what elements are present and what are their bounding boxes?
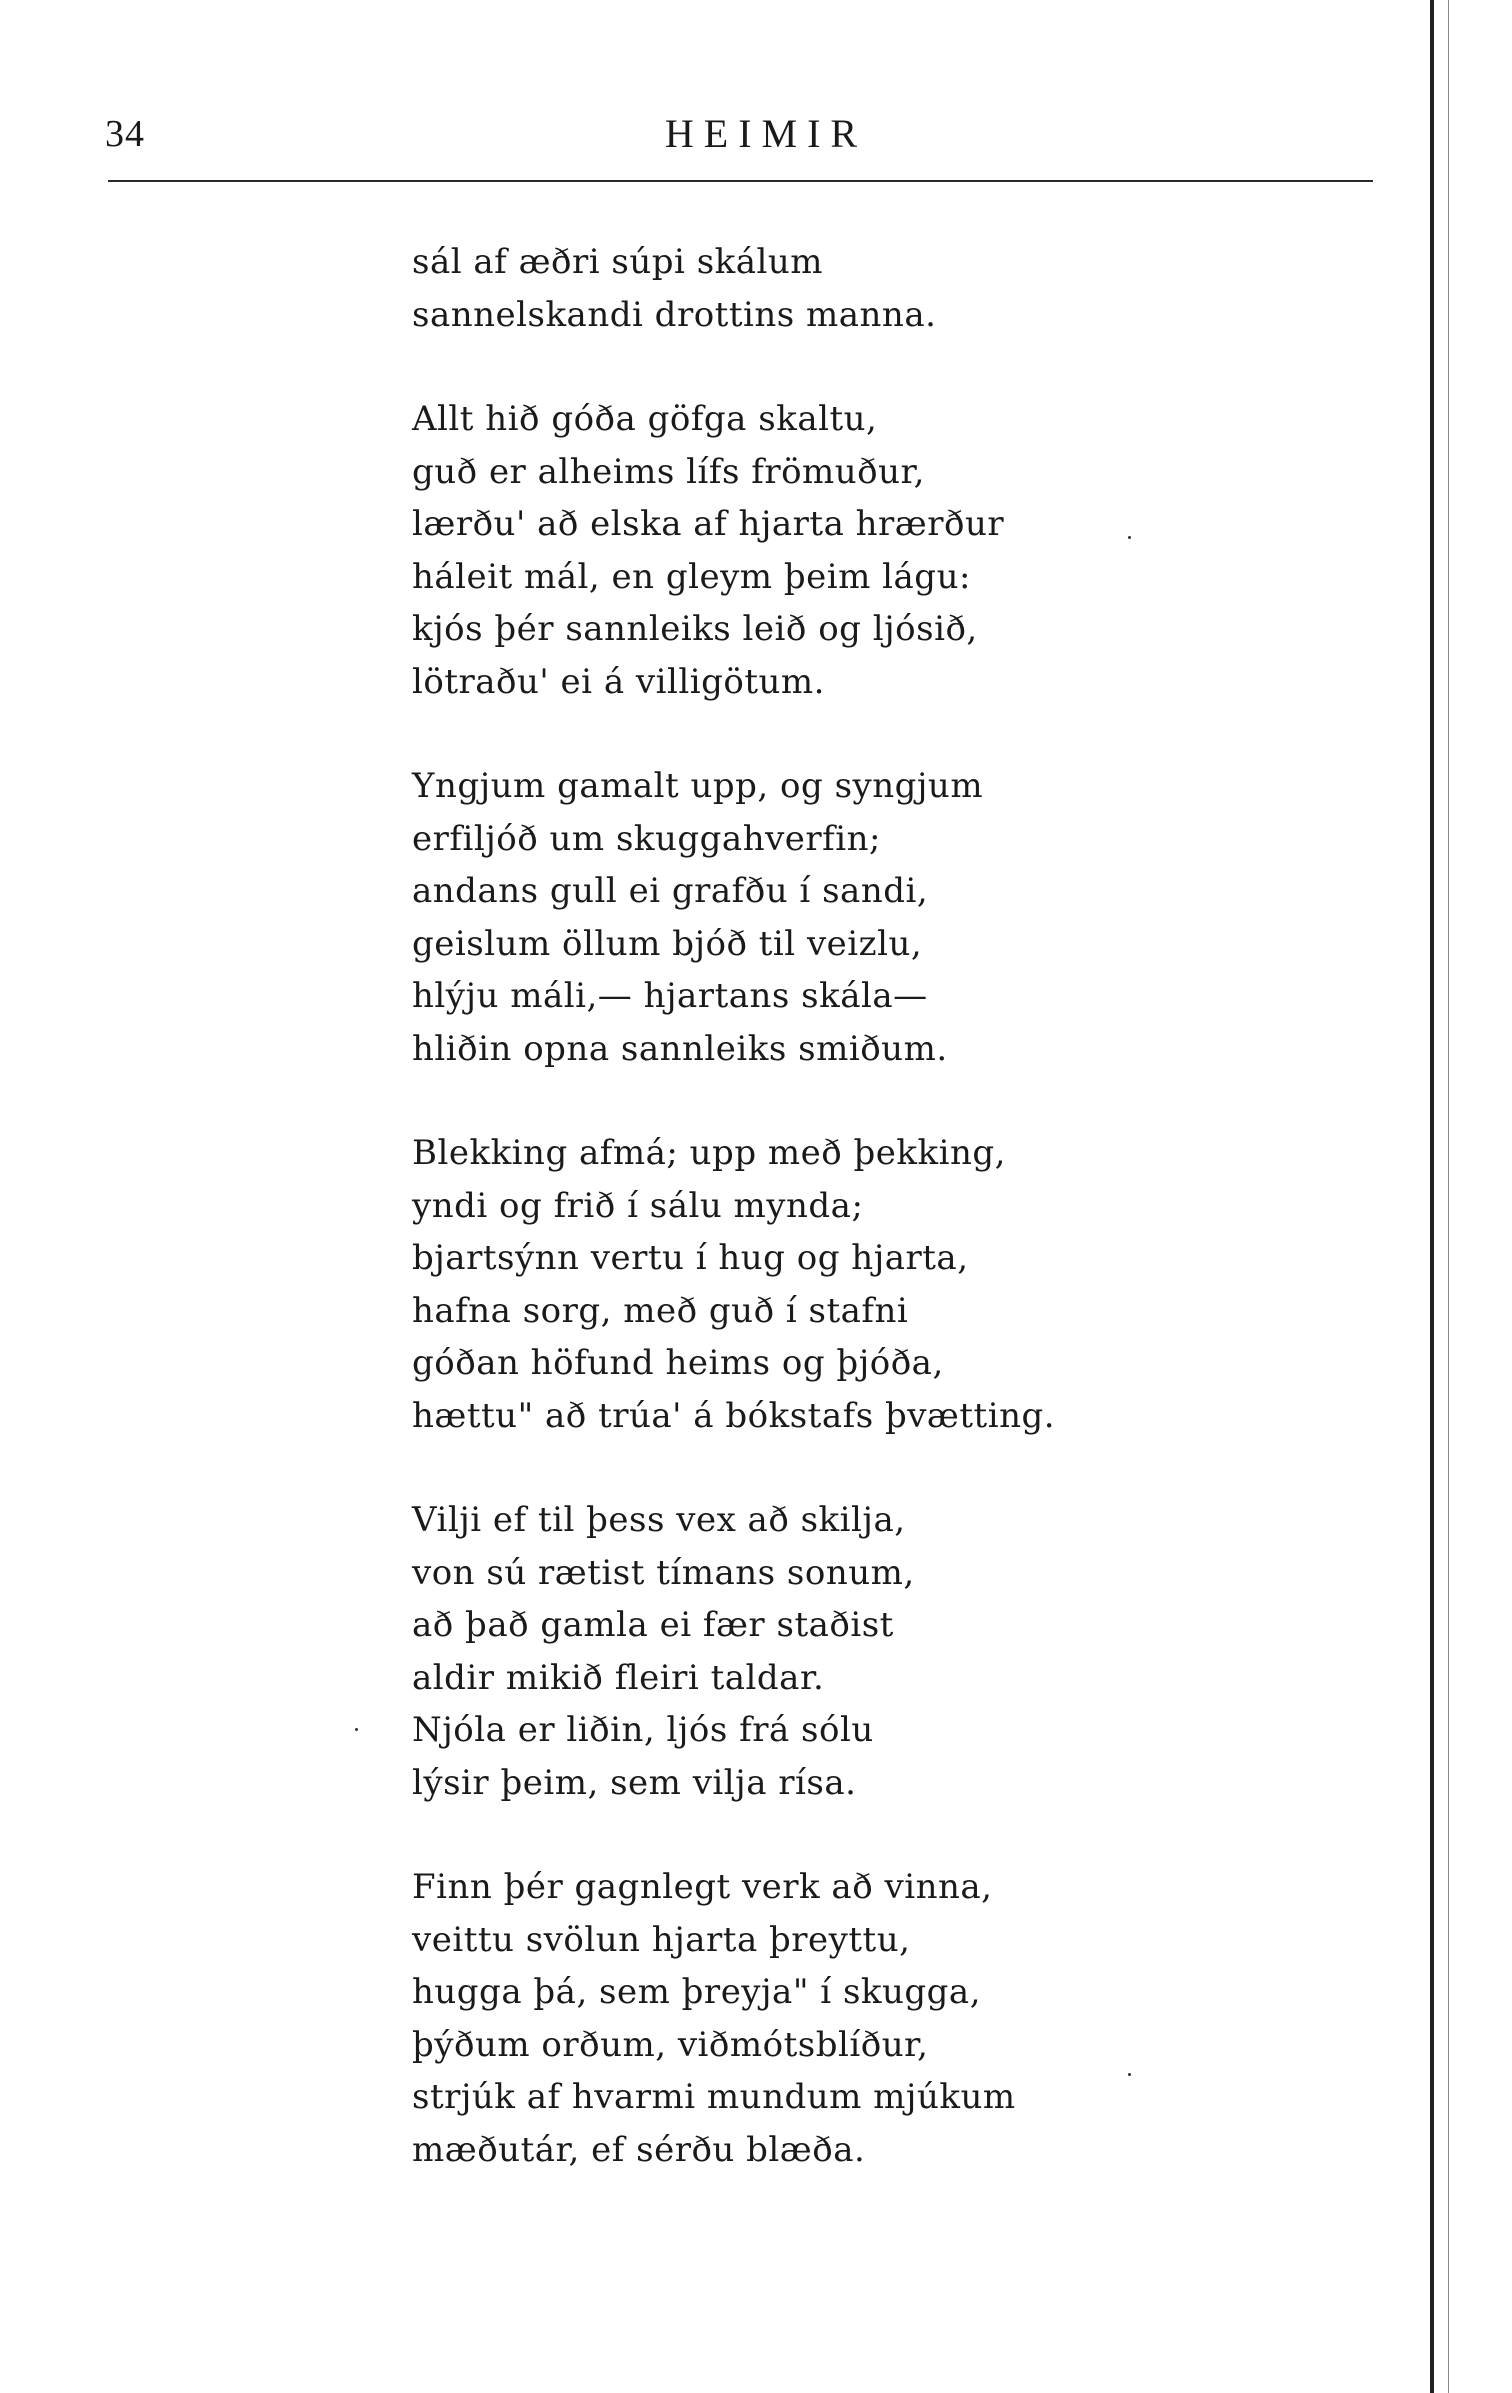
verse-line: lötraðu' ei á villigötum. xyxy=(412,661,825,702)
verse-line: góðan höfund heims og þjóða, xyxy=(412,1343,944,1383)
verse-line: sannelskandi drottins manna. xyxy=(412,294,937,335)
verse-line: kjós þér sannleiks leið og ljósið, xyxy=(412,609,978,649)
stanza xyxy=(412,1127,1312,1442)
stanza xyxy=(412,236,1312,341)
verse-line: mæðutár, ef sérðu blæða. xyxy=(412,2129,866,2170)
stanza xyxy=(412,1494,1312,1809)
scan-speck xyxy=(355,1728,358,1731)
page-number: 34 xyxy=(105,113,145,155)
verse-line: Blekking afmá; upp með þekking, xyxy=(412,1133,1006,1173)
stanza xyxy=(412,393,1312,708)
stanza xyxy=(412,760,1312,1075)
verse-line: geislum öllum bjóð til veizlu, xyxy=(412,923,923,964)
verse-line: strjúk af hvarmi mundum mjúkum xyxy=(412,2077,1016,2117)
scan-speck xyxy=(1128,536,1131,539)
poem-body xyxy=(412,236,1312,2228)
verse-line: háleit mál, en gleym þeim lágu: xyxy=(412,556,971,597)
header-rule xyxy=(108,180,1373,182)
verse-line: sál af æðri súpi skálum xyxy=(412,242,824,282)
verse-line: lærðu' að elska af hjarta hrærður xyxy=(412,504,1005,544)
verse-line: Njóla er liðin, ljós frá sólu xyxy=(412,1710,874,1750)
verse-line: erfiljóð um skuggahverfin; xyxy=(412,818,881,859)
verse-line: Yngjum gamalt upp, og syngjum xyxy=(412,766,984,806)
verse-line: Allt hið góða göfga skaltu, xyxy=(412,399,878,439)
verse-line: lýsir þeim, sem vilja rísa. xyxy=(412,1762,857,1803)
verse-line: Vilji ef til þess vex að skilja, xyxy=(412,1500,906,1540)
verse-line: að það gamla ei fær staðist xyxy=(412,1605,894,1645)
verse-line: hugga þá, sem þreyja" í skugga, xyxy=(412,1972,982,2012)
verse-line: andans gull ei grafðu í sandi, xyxy=(412,871,929,911)
verse-line: guð er alheims lífs frömuður, xyxy=(412,451,925,492)
verse-line: hlýju máli,— hjartans skála— xyxy=(412,976,928,1016)
scan-speck xyxy=(1128,2073,1131,2076)
verse-line: þýðum orðum, viðmótsblíður, xyxy=(412,2024,929,2065)
stanza xyxy=(412,1861,1312,2176)
verse-line: hættu" að trúa' á bókstafs þvætting. xyxy=(412,1395,1056,1436)
verse-line: yndi og frið í sálu mynda; xyxy=(412,1185,864,1226)
verse-line: aldir mikið fleiri taldar. xyxy=(412,1657,825,1698)
verse-line: hliðin opna sannleiks smiðum. xyxy=(412,1028,948,1069)
running-head: HEIMIR xyxy=(664,111,868,156)
page-edge-border-thin xyxy=(1448,0,1449,2393)
verse-line: veittu svölun hjarta þreyttu, xyxy=(412,1919,911,1960)
verse-line: Finn þér gagnlegt verk að vinna, xyxy=(412,1867,993,1907)
page-edge-border xyxy=(1430,0,1434,2393)
verse-line: bjartsýnn vertu í hug og hjarta, xyxy=(412,1238,969,1278)
verse-line: von sú rætist tímans sonum, xyxy=(412,1552,915,1593)
verse-line: hafna sorg, með guð í stafni xyxy=(412,1290,909,1331)
